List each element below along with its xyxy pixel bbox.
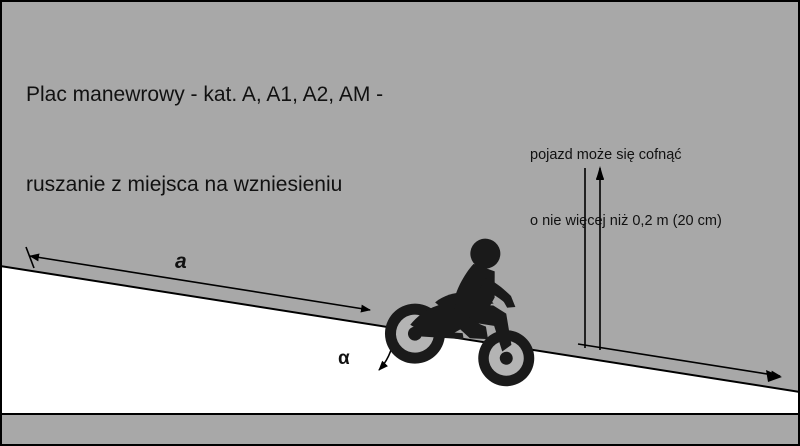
page-title [26,20,383,260]
ground-base-band [0,414,800,446]
note-line-2: o nie więcej niż 0,2 m (20 cm) [530,213,722,229]
note-line-1: pojazd może się cofnąć [530,147,682,163]
distance-label-a: a [175,250,187,273]
title-line-2: ruszanie z miejsca na wzniesieniu [26,173,343,196]
angle-label-alpha: α [338,348,350,369]
rollback-note [530,100,722,276]
title-line-1: Plac manewrowy - kat. A, A1, A2, AM - [26,83,384,106]
